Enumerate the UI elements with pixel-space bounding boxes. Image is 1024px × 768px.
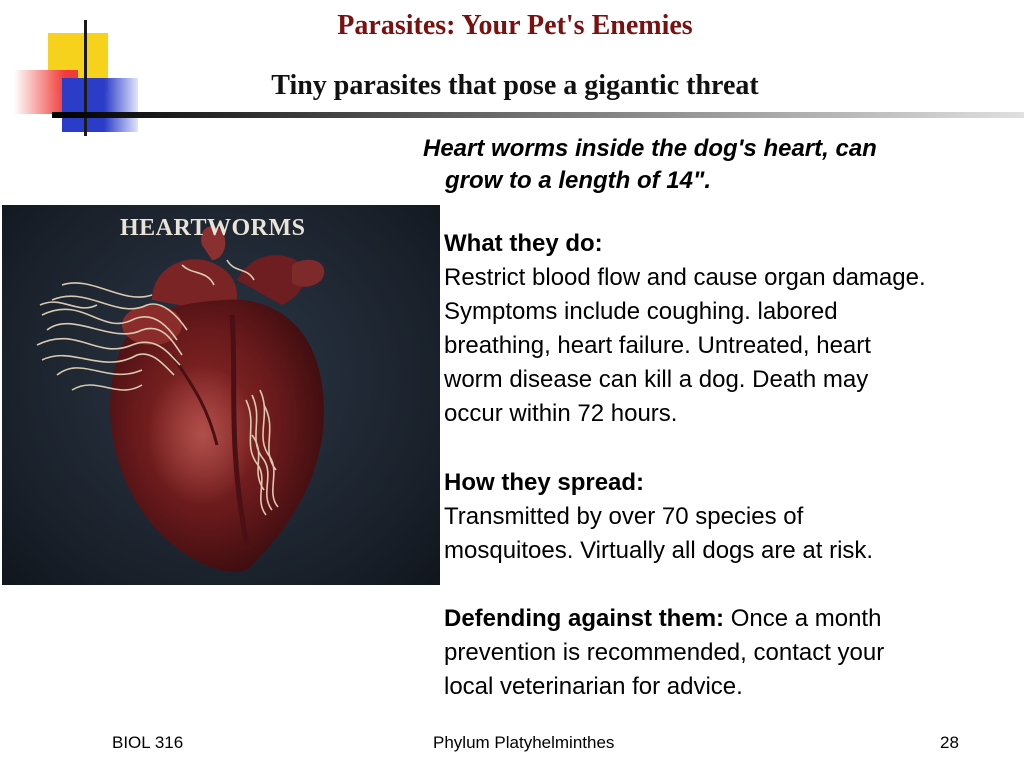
spread-line: mosquitoes. Virtually all dogs are at risk. <box>444 537 874 564</box>
intro-text <box>423 133 983 197</box>
defend-line: Once a month <box>724 605 882 632</box>
what-line: breathing, heart failure. Untreated, heart <box>444 332 871 359</box>
defend-line: prevention is recommended, contact your <box>444 639 885 666</box>
defend-line: local veterinarian for advice. <box>444 673 743 700</box>
what-line: worm disease can kill a dog. Death may <box>444 366 869 393</box>
spread-line: Transmitted by over 70 species of <box>444 503 804 530</box>
footer-topic: Phylum Platyhelminthes <box>433 733 615 752</box>
what-line: occur within 72 hours. <box>444 400 678 427</box>
intro-line-2: grow to a length of 14". <box>445 167 712 194</box>
intro-line-1: Heart worms inside the dog's heart, can <box>423 135 877 162</box>
what-line: Restrict blood flow and cause organ damage. <box>444 264 926 291</box>
how-they-spread-heading: How they spread: <box>444 469 645 496</box>
what-they-do-section <box>444 227 1024 431</box>
what-line: Symptoms include coughing. labored <box>444 298 838 325</box>
photo-caption: HEARTWORMS <box>120 215 306 241</box>
slide-title: Parasites: Your Pet's Enemies <box>337 10 693 41</box>
title-divider <box>52 112 1024 118</box>
footer-course: BIOL 316 <box>112 733 184 752</box>
page-number: 28 <box>940 733 959 752</box>
defending-heading: Defending against them: <box>444 605 725 632</box>
how-they-spread-section <box>444 466 1024 568</box>
what-they-do-heading: What they do: <box>444 230 603 257</box>
slide-subtitle: Tiny parasites that pose a gigantic threat <box>271 70 759 101</box>
heart-illustration <box>2 205 440 585</box>
defending-section <box>444 602 1024 704</box>
heartworms-photo <box>2 205 440 585</box>
